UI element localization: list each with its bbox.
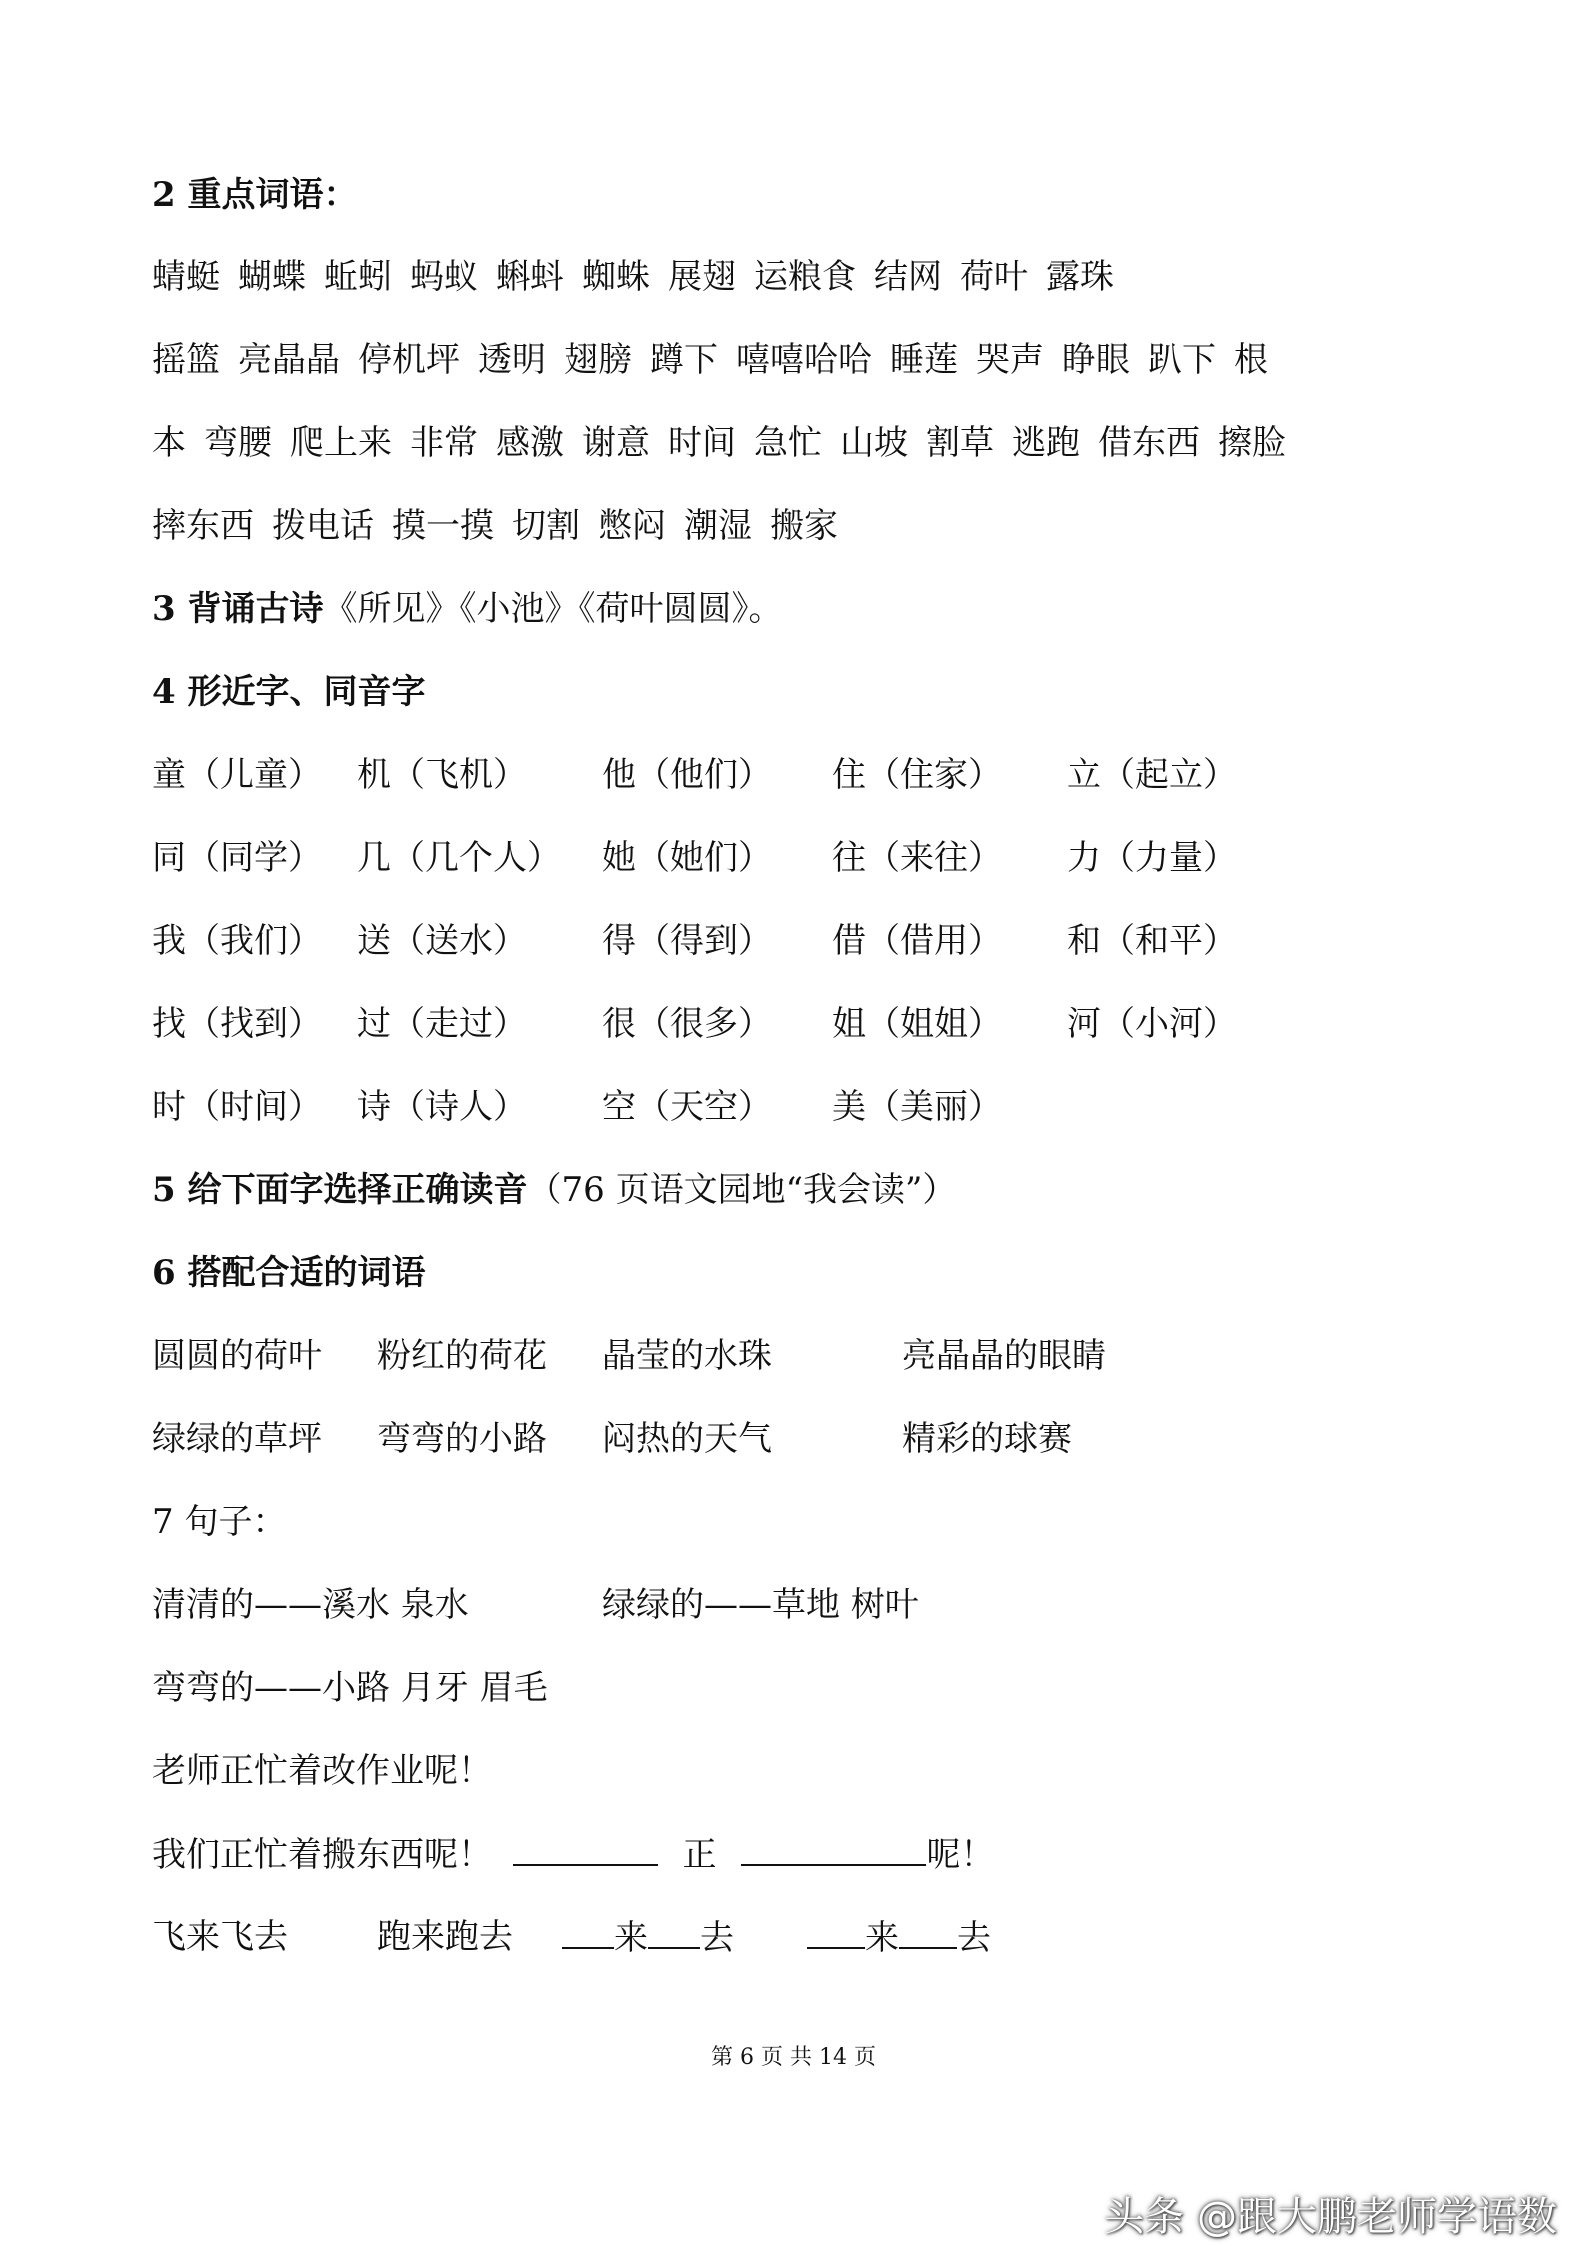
section5-line (152, 1160, 956, 1220)
sentence-1b: 绿绿的——草地 树叶 (602, 1585, 919, 1625)
vocab-word: 蜘蛛 (582, 257, 650, 297)
vocab-word: 非常 (410, 423, 478, 463)
vocab-word: 拨电话 (272, 506, 374, 546)
phrase: 闷热的天气 (602, 1419, 772, 1459)
sentence-line-1 (152, 1575, 1452, 1635)
vocab-word: 割草 (926, 423, 994, 463)
fill-blank-4[interactable] (648, 1907, 700, 1949)
vocab-word: 蚂蚁 (410, 257, 478, 297)
vocab-word: 本 (152, 423, 186, 463)
char-pair: 过（走过） (357, 1004, 527, 1044)
sentence-5b: 跑来跑去 (377, 1917, 513, 1957)
vocab-word: 借东西 (1098, 423, 1200, 463)
vocab-word: 搬家 (770, 506, 838, 546)
vocab-word: 停机坪 (358, 340, 460, 380)
phrase: 弯弯的小路 (377, 1419, 547, 1459)
vocab-word: 结网 (874, 257, 942, 297)
vocab-word: 睁眼 (1062, 340, 1130, 380)
fill-blank-6[interactable] (899, 1907, 957, 1949)
watermark: 头条 @跟大鹏老师学语数 (1104, 2194, 1557, 2240)
vocab-word: 爬上来 (290, 423, 392, 463)
vocab-word: 憋闷 (598, 506, 666, 546)
vocab-word: 荷叶 (960, 257, 1028, 297)
phrase: 亮晶晶的眼睛 (902, 1336, 1106, 1376)
phrase-row-2 (152, 1409, 1452, 1469)
word-row-3 (152, 413, 1304, 473)
vocab-word: 蜻蜓 (152, 257, 220, 297)
sentence-line-3: 老师正忙着改作业呢！ (152, 1751, 492, 1791)
vocab-word: 展翅 (668, 257, 736, 297)
char-pair: 她（她们） (602, 838, 772, 878)
sentence-4-mid: 正 (682, 1835, 717, 1875)
qu-char: 去 (957, 1918, 991, 1958)
char-row-2 (152, 828, 1452, 888)
char-pair: 和（和平） (1067, 921, 1237, 961)
char-row-3 (152, 911, 1452, 971)
fill-blank-3[interactable] (562, 1907, 614, 1949)
section4-heading: 4 形近字、同音字 (152, 672, 426, 712)
section5-label: 5 给下面字选择正确读音 (152, 1170, 528, 1210)
vocab-word: 摔东西 (152, 506, 254, 546)
word-row-2 (152, 330, 1286, 390)
vocab-word: 露珠 (1046, 257, 1114, 297)
char-pair: 诗（诗人） (357, 1087, 527, 1127)
sentence-4-end: 呢！ (926, 1835, 995, 1875)
section7-heading: 7 句子： (152, 1502, 287, 1542)
char-pair: 借（借用） (832, 921, 1002, 961)
phrase: 圆圆的荷叶 (152, 1336, 322, 1376)
fill-blank-1[interactable] (513, 1824, 658, 1866)
sentence-line-2: 弯弯的——小路 月牙 眉毛 (152, 1668, 548, 1708)
vocab-word: 摇篮 (152, 340, 220, 380)
vocab-word: 透明 (478, 340, 546, 380)
section5-note: （76 页语文园地“我会读”） (527, 1170, 957, 1210)
char-pair: 他（他们） (602, 755, 772, 795)
char-pair: 姐（姐姐） (832, 1004, 1002, 1044)
char-row-4 (152, 994, 1452, 1054)
lai-char: 来 (614, 1918, 648, 1958)
sentence-5a: 飞来飞去 (152, 1917, 288, 1957)
sentence-4-start: 我们正忙着搬东西呢！ (152, 1835, 492, 1875)
vocab-word: 趴下 (1148, 340, 1216, 380)
char-pair: 很（很多） (602, 1004, 772, 1044)
vocab-word: 山坡 (840, 423, 908, 463)
vocab-word: 潮湿 (684, 506, 752, 546)
vocab-word: 逃跑 (1012, 423, 1080, 463)
char-pair: 空（天空） (602, 1087, 772, 1127)
phrase: 绿绿的草坪 (152, 1419, 322, 1459)
vocab-word: 蝴蝶 (238, 257, 306, 297)
phrase-row-1 (152, 1326, 1452, 1386)
fill-blank-2[interactable] (741, 1824, 926, 1866)
vocab-word: 蝌蚪 (496, 257, 564, 297)
phrase: 晶莹的水珠 (602, 1336, 772, 1376)
vocab-word: 运粮食 (754, 257, 856, 297)
vocab-word: 谢意 (582, 423, 650, 463)
char-pair: 同（同学） (152, 838, 322, 878)
char-pair: 美（美丽） (832, 1087, 1002, 1127)
char-pair: 立（起立） (1067, 755, 1237, 795)
lai-char: 来 (865, 1918, 899, 1958)
char-pair: 力（力量） (1067, 838, 1237, 878)
vocab-word: 蹲下 (650, 340, 718, 380)
vocab-word: 睡莲 (890, 340, 958, 380)
vocab-word: 弯腰 (204, 423, 272, 463)
section3-line (152, 579, 783, 639)
section2-heading: 2 重点词语： (152, 175, 358, 215)
sentence-line-5 (152, 1907, 1452, 1967)
vocab-word: 擦脸 (1218, 423, 1286, 463)
char-pair: 几（几个人） (357, 838, 561, 878)
char-pair: 找（找到） (152, 1004, 322, 1044)
fill-group-1 (562, 1907, 734, 1968)
page-number: 第 6 页 共 14 页 (711, 2045, 876, 2070)
char-pair: 童（儿童） (152, 755, 322, 795)
vocab-word: 翅膀 (564, 340, 632, 380)
char-pair: 住（住家） (832, 755, 1002, 795)
phrase: 粉红的荷花 (377, 1336, 547, 1376)
vocab-word: 时间 (668, 423, 736, 463)
vocab-word: 嘻嘻哈哈 (736, 340, 872, 380)
phrase: 精彩的球赛 (902, 1419, 1072, 1459)
char-pair: 河（小河） (1067, 1004, 1237, 1044)
char-pair: 我（我们） (152, 921, 322, 961)
fill-group-2 (807, 1907, 991, 1968)
vocab-word: 切割 (512, 506, 580, 546)
char-row-1 (152, 745, 1452, 805)
vocab-word: 蚯蚓 (324, 257, 392, 297)
char-pair: 往（来往） (832, 838, 1002, 878)
char-pair: 得（得到） (602, 921, 772, 961)
vocab-word: 根 (1234, 340, 1268, 380)
vocab-word: 哭声 (976, 340, 1044, 380)
char-pair: 机（飞机） (357, 755, 527, 795)
vocab-word: 亮晶晶 (238, 340, 340, 380)
char-pair: 时（时间） (152, 1087, 322, 1127)
word-row-1 (152, 247, 1132, 307)
vocab-word: 急忙 (754, 423, 822, 463)
vocab-word: 摸一摸 (392, 506, 494, 546)
section3-poems: 《所见》《小池》《荷叶圆圆》。 (323, 589, 783, 629)
char-row-5 (152, 1077, 1452, 1137)
section6-heading: 6 搭配合适的词语 (152, 1253, 426, 1293)
sentence-1a: 清清的——溪水 泉水 (152, 1585, 469, 1625)
char-pair: 送（送水） (357, 921, 527, 961)
sentence-line-4 (152, 1824, 994, 1884)
section3-label: 3 背诵古诗 (152, 589, 324, 629)
word-row-4 (152, 496, 856, 556)
fill-blank-5[interactable] (807, 1907, 865, 1949)
qu-char: 去 (700, 1918, 734, 1958)
vocab-word: 感激 (496, 423, 564, 463)
